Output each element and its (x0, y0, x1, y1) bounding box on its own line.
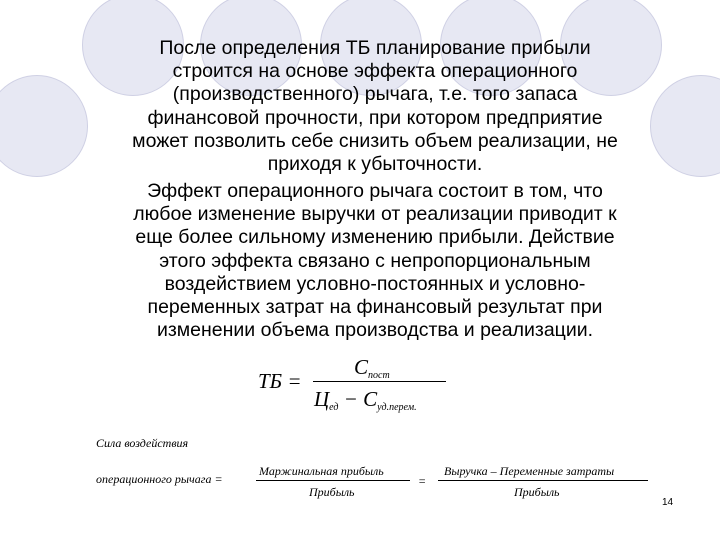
formula-label-line-1: Сила воздействия (96, 436, 189, 450)
text-line: воздействием условно-постоянных и условно- (164, 272, 586, 295)
formula-denominator-sub-2: уд.перем. (377, 402, 417, 414)
text-line: переменных затрат на финансовый результат при (147, 296, 603, 319)
paragraph-tb-planning (60, 37, 690, 176)
text-line: (производственного) рычага, т.е. того запаса (172, 83, 578, 106)
text-line: приходя к убыточности. (267, 153, 483, 176)
formula-numerator-sub: пост (368, 370, 390, 382)
formula-equals: = (418, 474, 427, 488)
fraction-1-line (256, 480, 410, 481)
fraction-2-numerator: Выручка – Переменные затраты (444, 464, 615, 478)
text-line: любое изменение выручки от реализации приводит к (133, 203, 617, 226)
formula-lhs: ТБ = (258, 369, 302, 393)
text-line: может позволить себе снизить объем реализации, не (132, 129, 618, 152)
formula-denominator-sub-1: ед (329, 402, 339, 414)
text-line: финансовой прочности, при котором предприятие (147, 106, 603, 129)
text-line: изменении объема производства и реализации. (156, 319, 594, 342)
page-number: 14 (662, 497, 674, 508)
fraction-1-numerator: Маржинальная прибыль (259, 464, 384, 478)
formula-denominator-main-1: Ц (314, 387, 330, 411)
fraction-2-line (438, 480, 648, 481)
text-line: строится на основе эффекта операционного (172, 60, 578, 83)
formula-denominator-minus: − С (338, 387, 378, 411)
formula-numerator-main: С (354, 355, 369, 379)
text-line: Эффект операционного рычага состоит в том, что (147, 180, 603, 202)
fraction-2-denominator: Прибыль (514, 485, 560, 499)
text-line: еще более сильному изменению прибыли. Действие (135, 226, 615, 249)
fraction-line (313, 381, 446, 382)
paragraph-operating-leverage (60, 180, 690, 342)
formula-denominator (314, 387, 417, 413)
text-line: После определения ТБ планирование прибыли (159, 37, 591, 59)
fraction-1-denominator: Прибыль (309, 485, 355, 499)
formula-label-line-2: операционного рычага = (96, 472, 223, 486)
text-line: этого эффекта связано с непропорциональным (159, 249, 591, 272)
formula-numerator (354, 355, 390, 381)
